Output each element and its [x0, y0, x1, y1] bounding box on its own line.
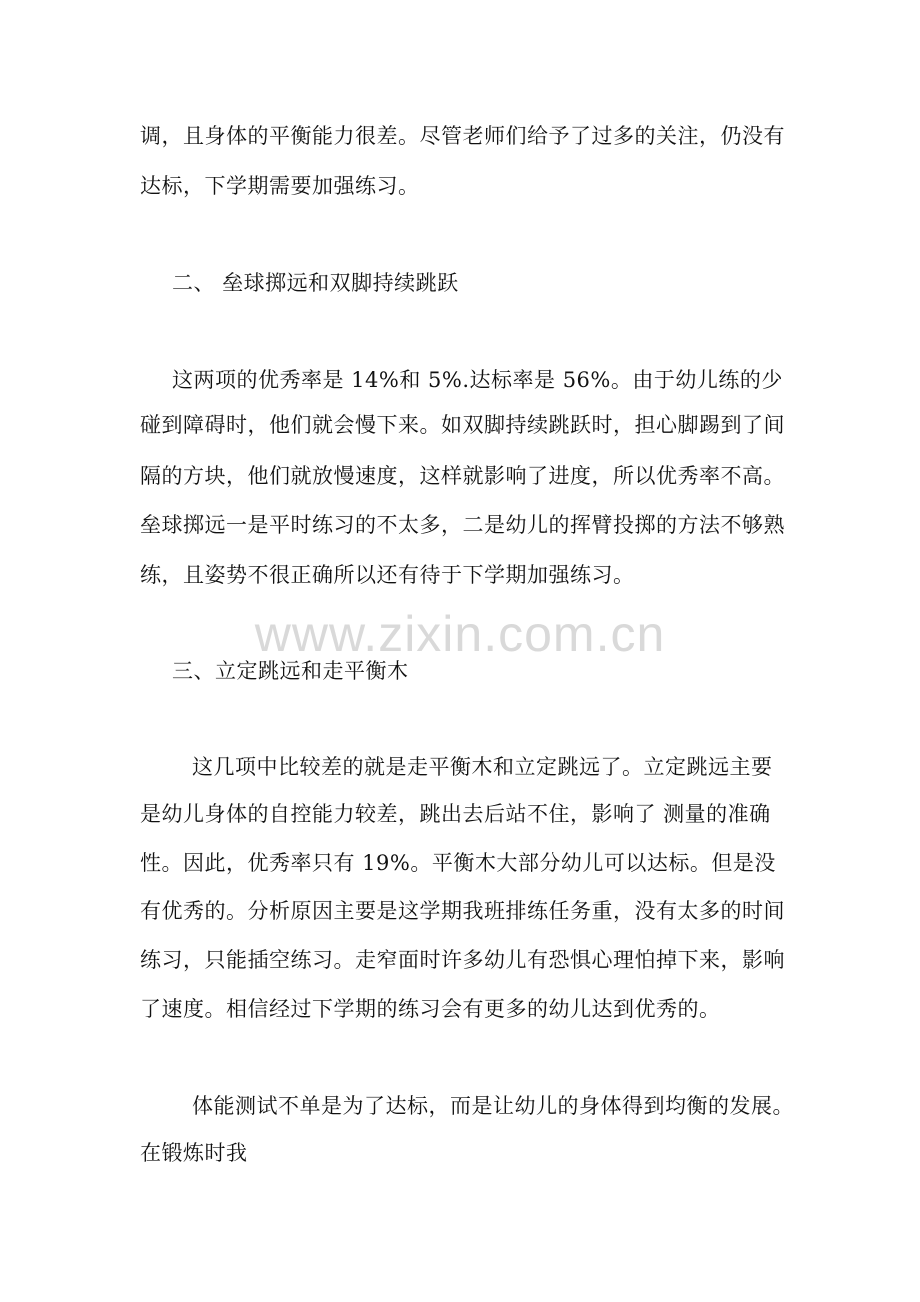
paragraph-line: 性。因此，优秀率只有 19%。平衡木大部分幼儿可以达标。但是没 [140, 851, 776, 875]
paragraph-line: 有优秀的。分析原因主要是这学期我班排练任务重，没有太多的时间 [140, 899, 785, 923]
paragraph-line: 了速度。相信经过下学期的练习会有更多的幼儿达到优秀的。 [140, 997, 721, 1021]
paragraph-line: 练，且姿势不很正确所以还有待于下学期加强练习。 [140, 563, 635, 587]
paragraph-line: 这几项中比较差的就是走平衡木和立定跳远了。立定跳远主要 [192, 755, 773, 779]
paragraph-line: 练习，只能插空练习。走窄面时许多幼儿有恐惧心理怕掉下来，影响 [140, 948, 785, 972]
paragraph-line: 这两项的优秀率是 14%和 5%.达标率是 56%。由于幼儿练的少 [172, 368, 783, 392]
paragraph-line: 隔的方块，他们就放慢速度，这样就影响了进度，所以优秀率不高。 [140, 464, 785, 488]
paragraph-line: 是幼儿身体的自控能力较差，跳出去后站不住，影响了 测量的准确 [140, 802, 771, 826]
paragraph-line: 达标，下学期需要加强练习。 [140, 174, 420, 198]
watermark: www.zixin.com.cn [254, 606, 666, 662]
paragraph-line: 调，且身体的平衡能力很差。尽管老师们给予了过多的关注，仍没有 [140, 124, 785, 148]
paragraph-line: 碰到障碍时，他们就会慢下来。如双脚持续跳跃时，担心脚踢到了间 [140, 413, 785, 437]
section-heading-2: 二、 垒球掷远和双脚持续跳跃 [172, 271, 459, 295]
paragraph-line: 体能测试不单是为了达标，而是让幼儿的身体得到均衡的发展。 [192, 1094, 794, 1118]
paragraph-line: 垒球掷远一是平时练习的不太多，二是幼儿的挥臂投掷的方法不够熟 [140, 513, 785, 537]
paragraph-line: 在锻炼时我 [140, 1141, 248, 1165]
section-heading-3: 三、立定跳远和走平衡木 [172, 659, 409, 683]
